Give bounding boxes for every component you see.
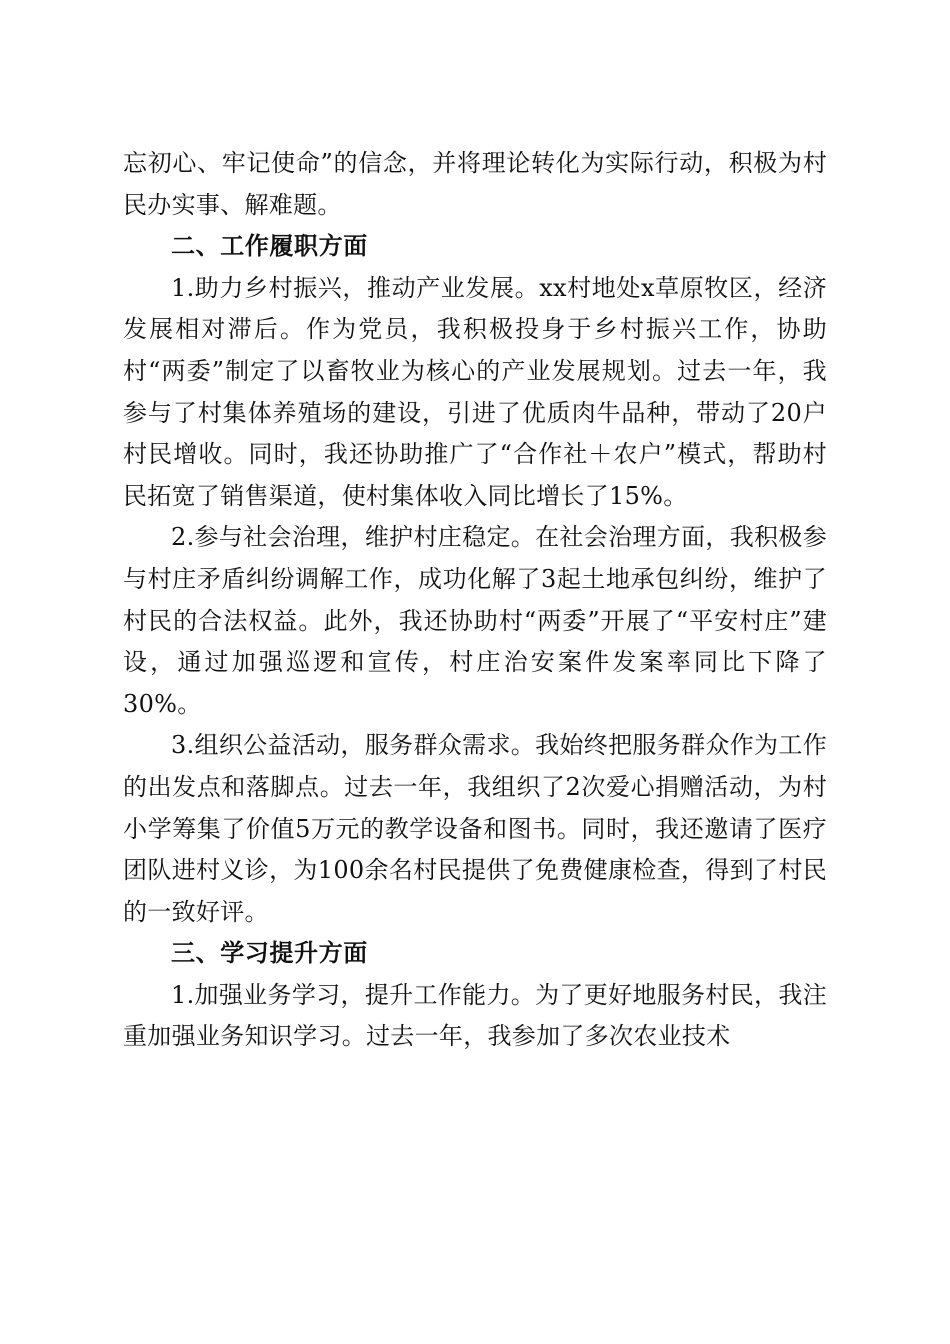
paragraph-rural-revitalization: 1.助力乡村振兴，推动产业发展。xx村地处x草原牧区，经济发展相对滞后。作为党员，我积极投身于乡村振兴工作，协助村“两委”制定了以畜牧业为核心的产业发展规划。过去一年，我参与了村集体养殖场的建设，引进了优质肉牛品种，带动了20户村民增收。同时，我还协助推广了“合作社＋农户”模式，帮助村民拓宽了销售渠道，使村集体收入同比增长了15%。	[123, 273, 827, 510]
section-heading-learning: 三、学习提升方面	[171, 939, 368, 968]
paragraph-social-governance: 2.参与社会治理，维护村庄稳定。在社会治理方面，我积极参与村庄矛盾纠纷调解工作，成功化解了3起土地承包纠纷，维护了村民的合法权益。此外，我还协助村“两委”开展了“平安村庄”建设，通过加强巡逻和宣传，村庄治安案件发案率同比下降了30%。	[123, 523, 827, 718]
paragraph-continuation: 忘初心、牢记使命”的信念，并将理论转化为实际行动，积极为村民办实事、解难题。	[123, 149, 827, 219]
document-page	[123, 143, 827, 1058]
section-heading-work-duties: 二、工作履职方面	[171, 232, 368, 261]
paragraph-business-learning: 1.加强业务学习，提升工作能力。为了更好地服务村民，我注重加强业务知识学习。过去一年，我参加了多次农业技术	[123, 980, 827, 1051]
paragraph-public-welfare: 3.组织公益活动，服务群众需求。我始终把服务群众作为工作的出发点和落脚点。过去一年，我组织了2次爱心捐赠活动，为村小学筹集了价值5万元的教学设备和图书。同时，我还邀请了医疗团队进村义诊，为100余名村民提供了免费健康检查，得到了村民的一致好评。	[123, 731, 827, 926]
